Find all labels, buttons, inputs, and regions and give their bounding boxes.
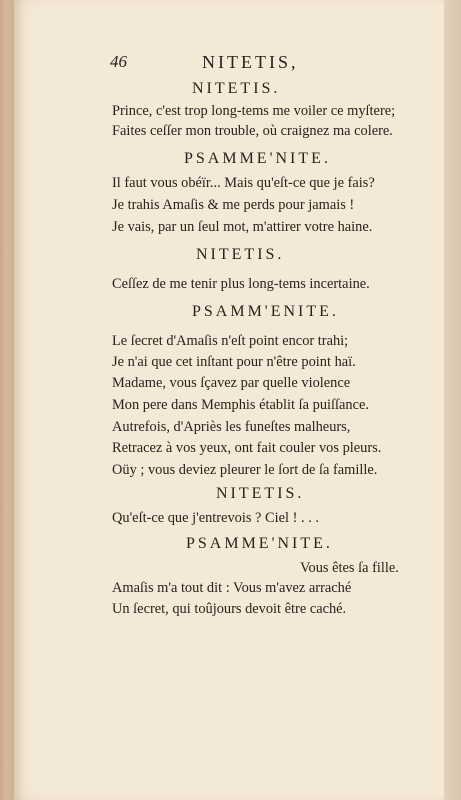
verse-line: Qu'eſt-ce que j'entrevois ? Ciel ! . . . bbox=[112, 510, 319, 526]
verse-line: Amaſis m'a tout dit : Vous m'avez arraché bbox=[112, 580, 352, 596]
speaker-heading: PSAMME'NITE. bbox=[186, 535, 333, 552]
verse-line: Retracez à vos yeux, ont fait couler vos pleurs. bbox=[112, 440, 382, 456]
verse-line: Autrefois, d'Apriès les funeſtes malheurs, bbox=[112, 419, 351, 435]
page-text bbox=[14, 0, 444, 800]
verse-line: Je trahis Amaſis & me perds pour jamais ! bbox=[112, 197, 355, 213]
verse-line: Prince, c'est trop long-tems me voiler ce myſtere; bbox=[112, 103, 396, 119]
speaker-heading: PSAMME'NITE. bbox=[184, 150, 331, 167]
verse-line: Je vais, par un ſeul mot, m'attirer votre haine. bbox=[112, 219, 373, 235]
verse-line: Je n'ai que cet inſtant pour n'être point haï. bbox=[112, 354, 356, 370]
verse-line: Ceſſez de me tenir plus long-tems incertaine. bbox=[112, 276, 370, 292]
speaker-heading: PSAMM'ENITE. bbox=[192, 303, 339, 320]
speaker-heading: NITETIS. bbox=[192, 80, 281, 97]
book-page bbox=[14, 0, 444, 800]
verse-line: Le ſecret d'Amaſis n'eſt point encor trahi; bbox=[112, 333, 349, 349]
speaker-heading: NITETIS. bbox=[196, 246, 285, 263]
verse-line: Oüy ; vous deviez pleurer le ſort de ſa famille. bbox=[112, 462, 378, 478]
verse-line: Madame, vous ſçavez par quelle violence bbox=[112, 375, 351, 391]
verse-line: Un ſecret, qui toûjours devoit être caché. bbox=[112, 601, 347, 617]
speaker-heading: NITETIS. bbox=[216, 485, 305, 502]
verse-line: Mon pere dans Memphis établit ſa puiſſance. bbox=[112, 397, 369, 413]
verse-line: Faites ceſſer mon trouble, où craignez ma colere. bbox=[112, 123, 393, 139]
page-edge bbox=[444, 0, 461, 800]
verse-line: Il faut vous obéïr... Mais qu'eſt-ce que je fais? bbox=[112, 175, 375, 191]
book-edge bbox=[0, 0, 14, 800]
verse-line: Vous êtes ſa fille. bbox=[300, 560, 399, 576]
running-title: NITETIS, bbox=[202, 52, 299, 72]
page-number: 46 bbox=[110, 52, 127, 71]
